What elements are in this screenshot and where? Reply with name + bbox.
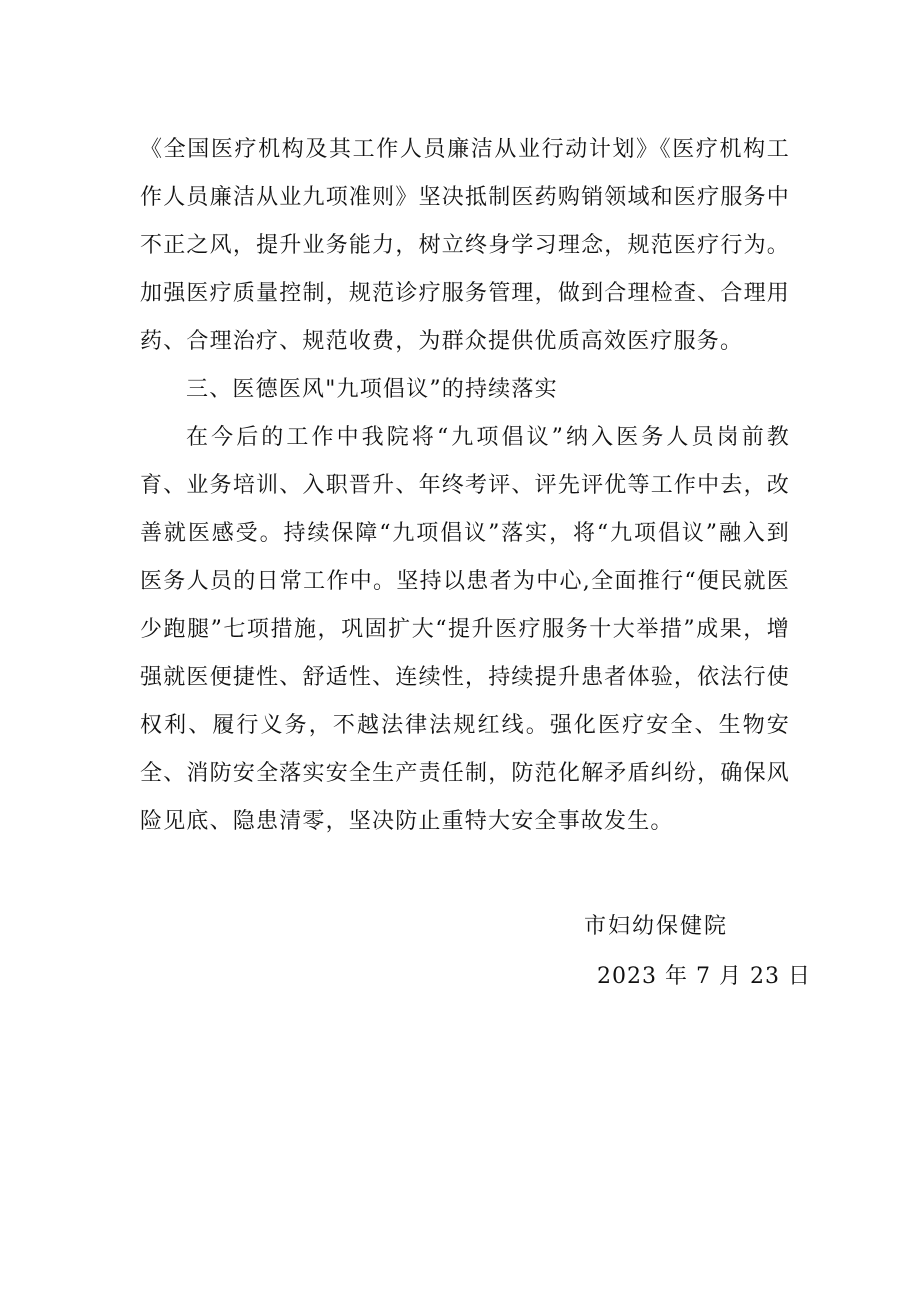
section-heading-3: 三、医德医风"九项倡议”的持续落实 [186,377,558,402]
signature-organization: 市妇幼保健院 [584,914,729,939]
paragraph-section-3: 在今后的工作中我院将“九项倡议”纳入医务人员岗前教育、业务培训、入职晋升、年终考评、评先评优等工作中去，改善就医感受。持续保障“九项倡议”落实，将“九项倡议”融入到医务人员的日常工作中。坚持以患者为中心,全面推行“便民就医少跑腿”七项措施，巩固扩大“提升医疗服务十大举措”成果，增强就医便捷性、舒适性、连续性，持续提升患者体验，依法行使权利、履行义务，不越法律法规红线。强化医疗安全、生物安全、消防安全落实安全生产责任制，防范化解矛盾纠纷，确保风险见底、隐患清零，坚决防止重特大安全事故发生。 [140,425,790,834]
paragraph-continuation: 《全国医疗机构及其工作人员廉洁从业行动计划》《医疗机构工作人员廉洁从业九项准则》坚决抵制医药购销领域和医疗服务中不正之风，提升业务能力，树立终身学习理念，规范医疗行为。加强医疗质量控制，规范诊疗服务管理，做到合理检查、合理用药、合理治疗、规范收费，为群众提供优质高效医疗服务。 [140,137,790,354]
document-body [140,126,790,846]
signature-date: 2023 年 7 月 23 日 [597,964,811,989]
